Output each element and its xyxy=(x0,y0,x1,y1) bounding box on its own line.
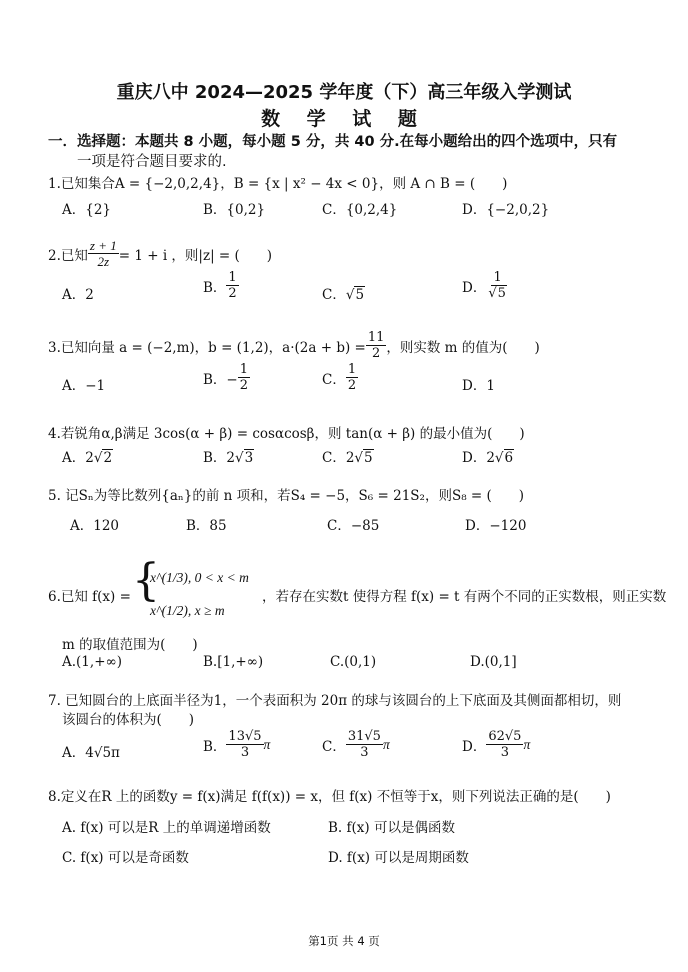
question-4-stem: 4.若锐角α,β满足 3cos(α + β) = cosαcosβ，则 tan(α + β) 的最小值为( ) xyxy=(48,426,525,442)
question-2-fraction xyxy=(88,238,119,269)
question-2-frac-num: z + 1 xyxy=(89,238,117,253)
question-4-option-c-radicand: 5 xyxy=(364,450,373,466)
question-7-option-a: A．4√5π xyxy=(62,745,120,761)
question-7-option-b xyxy=(203,729,270,760)
question-3-stem-suffix: ，则实数 m 的值为( ) xyxy=(386,339,540,356)
question-4-option-a-radicand: 2 xyxy=(103,450,113,466)
question-3-option-a: A．−1 xyxy=(62,378,106,394)
question-7-option-b-pi: π xyxy=(263,736,271,752)
question-7-option-d-label: D． xyxy=(462,738,487,755)
section-heading-line2: 一项是符合题目要求的. xyxy=(77,154,227,170)
question-2-option-d: D． $\frac{1}{√5}$ xyxy=(462,270,506,301)
question-1-option-a: A．{2} xyxy=(62,202,112,218)
question-1-stem: 1.已知集合A = {−2,0,2,4}，B = {x | x² − 4x < 0}，则 A ∩ B = ( ) xyxy=(48,176,508,192)
question-6-option-d: D.(0,1] xyxy=(470,654,517,670)
question-7-option-d-num: 62√5 xyxy=(488,729,522,744)
question-6-piece-2: x^(1/2), x ≥ m xyxy=(150,603,225,618)
question-7-option-c-label: C． xyxy=(322,738,346,755)
question-2-option-a: A．2 xyxy=(62,287,94,303)
question-3-option-b-den: 2 xyxy=(239,378,249,393)
question-6-piece-1: x^(1/3), 0 < x < m xyxy=(150,570,249,585)
page-footer: 第1页 共 4 页 xyxy=(308,934,380,948)
question-2-option-b xyxy=(203,270,239,301)
question-4-option-a-label: A．2 xyxy=(62,450,94,466)
question-7-option-d xyxy=(462,729,530,760)
question-3-option-c-label: C． xyxy=(322,371,346,388)
question-5-option-b: B．85 xyxy=(186,518,227,534)
question-8-option-c: C. f(x) 可以是奇函数 xyxy=(62,850,189,866)
question-2-stem-suffix: = 1 + i ，则|z| = ( ) xyxy=(118,247,273,264)
question-3-option-b-num: 1 xyxy=(239,362,249,377)
question-4-option-c-label: C．2 xyxy=(322,450,355,466)
question-7-option-d-den: 3 xyxy=(500,745,510,760)
question-7-option-c xyxy=(322,729,390,760)
question-3-option-b-label: B．− xyxy=(203,371,238,388)
question-7-line2: 该圆台的体积为( ) xyxy=(62,712,195,728)
piecewise-brace: { xyxy=(132,555,160,606)
question-2-option-c: C．√5 xyxy=(322,287,365,303)
question-2-stem xyxy=(48,238,272,269)
question-2-option-b-den: 2 xyxy=(228,286,237,301)
question-3-option-c xyxy=(322,362,358,393)
question-6-option-c: C.(0,1) xyxy=(330,654,377,670)
question-3-stem-prefix: 3.已知向量 a = (−2,m)，b = (1,2)，a·(2a + b) = xyxy=(48,339,366,356)
question-5-stem: 5. 记Sₙ为等比数列{aₙ}的前 n 项和，若S₄ = −5，S₆ = 21S₂，则S₈ = ( ) xyxy=(48,488,525,504)
question-4-option-d-label: D．2 xyxy=(462,450,495,466)
question-4-option-b-label: B．2 xyxy=(203,450,236,466)
question-1-option-c: C．{0,2,4} xyxy=(322,202,398,218)
question-2-option-d-num: 1 xyxy=(493,270,502,285)
question-2-option-b-label: B． xyxy=(203,279,227,296)
question-4-option-d-radicand: 6 xyxy=(504,450,514,466)
question-6-stem-prefix: 6.已知 f(x) = xyxy=(48,589,131,605)
question-7-line1: 7. 已知圆台的上底面半径为1，一个表面积为 20π 的球与该圆台的上下底面及其侧面都相切，则 xyxy=(48,693,622,709)
question-3-frac-den: 2 xyxy=(371,346,381,361)
question-7-option-d-pi: π xyxy=(523,736,531,752)
question-1-option-d: D．{−2,0,2} xyxy=(462,202,550,218)
question-2-frac-den: 2z xyxy=(97,254,110,269)
question-5-option-d: D．−120 xyxy=(465,518,527,534)
question-1-option-b: B．{0,2} xyxy=(203,202,266,218)
question-6-option-b: B.[1,+∞) xyxy=(203,654,264,670)
question-6-option-a: A.(1,+∞) xyxy=(62,654,123,670)
question-8-option-b: B. f(x) 可以是偶函数 xyxy=(328,820,455,836)
question-2-option-c-label: C． xyxy=(322,287,346,303)
question-8-stem: 8.定义在R 上的函数y = f(x)满足 f(f(x)) = x，但 f(x) 不恒等于x，则下列说法正确的是( ) xyxy=(48,789,611,805)
question-3-option-b xyxy=(203,362,250,393)
question-7-option-c-num: 31√5 xyxy=(347,729,381,744)
question-2-option-b-num: 1 xyxy=(228,270,237,285)
question-3-option-d: D．1 xyxy=(462,378,495,394)
question-7-option-b-label: B． xyxy=(203,738,227,755)
question-2-option-d-label: D． xyxy=(462,279,487,296)
question-6-stem-line2: m 的取值范围为( ) xyxy=(62,637,198,653)
question-8-option-a: A. f(x) 可以是R 上的单调递增函数 xyxy=(62,820,271,836)
question-7-option-b-num: 13√5 xyxy=(228,729,262,744)
question-5-option-c: C．−85 xyxy=(327,518,380,534)
question-3-frac-num: 11 xyxy=(367,330,385,345)
question-4-option-a: A．2√2 xyxy=(62,450,113,466)
question-8-option-d: D. f(x) 可以是周期函数 xyxy=(328,850,469,866)
question-3-option-c-num: 1 xyxy=(347,362,357,377)
question-6-stem-suffix: ，若存在实数t 使得方程 f(x) = t 有两个不同的正实数根，则正实数 xyxy=(262,589,667,605)
question-3-option-c-den: 2 xyxy=(347,378,357,393)
page-subtitle: 数 学 试 题 xyxy=(261,108,427,130)
question-4-option-b-radicand: 3 xyxy=(244,450,254,466)
question-4-option-c: C．2√5 xyxy=(322,450,373,466)
question-4-option-d: D．2√6 xyxy=(462,450,514,466)
question-7-option-c-pi: π xyxy=(382,736,390,752)
question-4-option-b: B．2√3 xyxy=(203,450,254,466)
section-heading: 一．选择题：本题共 8 小题，每小题 5 分，共 40 分.在每小题给出的四个选项中，只有 xyxy=(48,134,618,150)
question-2-stem-prefix: 2.已知 xyxy=(48,247,88,264)
question-2-option-d-radicand: 5 xyxy=(497,286,506,301)
question-2-option-c-radicand: 5 xyxy=(355,287,365,303)
question-3-stem xyxy=(48,330,540,361)
question-7-option-b-den: 3 xyxy=(240,745,250,760)
page-title: 重庆八中 2024—2025 学年度（下）高三年级入学测试 xyxy=(116,82,572,103)
question-5-option-a: A．120 xyxy=(70,518,120,534)
question-7-option-c-den: 3 xyxy=(360,745,369,760)
